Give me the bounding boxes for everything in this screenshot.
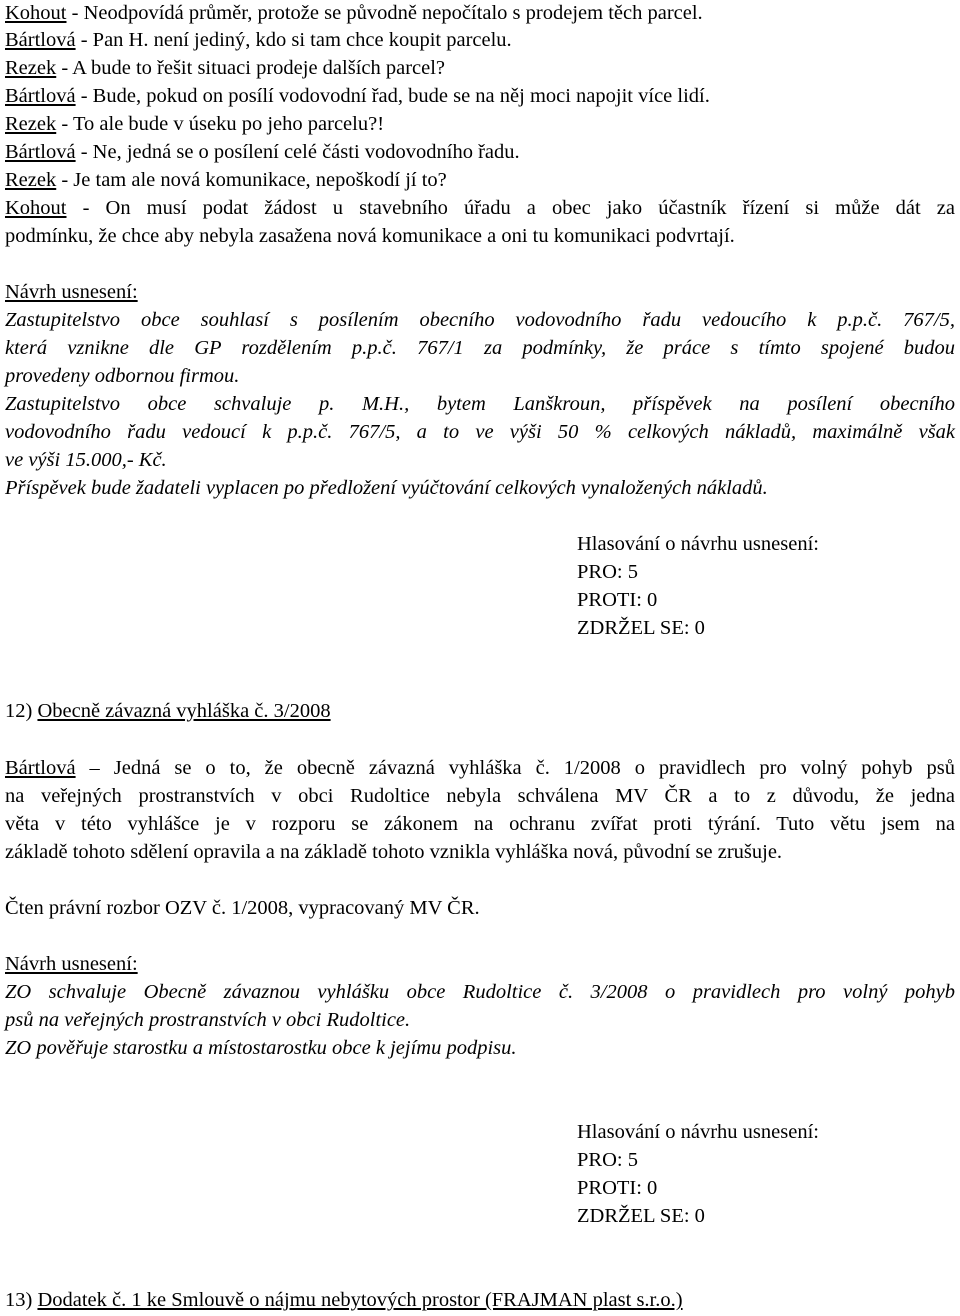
dialogue-line [5, 0, 703, 26]
read-note: Čten právní rozbor OZV č. 1/2008, vypracovaný MV ČR. [5, 897, 480, 919]
paragraph-text: – Jedná se o to, že obecně závazná vyhláška č. 1/2008 o pravidlech pro volný pohyb psů [75, 757, 955, 779]
proposal-heading-text: Návrh usnesení: [5, 953, 138, 975]
proposal-line: Příspěvek bude žadateli vyplacen po předložení vyúčtování celkových vynaložených nákladů. [5, 477, 768, 499]
dialogue-text: - To ale bude v úseku po jeho parcelu?! [56, 113, 385, 135]
dialogue-line [5, 167, 447, 193]
dialogue-text: - Neodpovídá průměr, protože se původně nepočítalo s prodejem těch parcel. [66, 2, 703, 24]
vote-proti: PROTI: 0 [577, 1177, 658, 1199]
proposal-line: Zastupitelstvo obce souhlasí s posílením obecního vodovodního řadu vedoucího k p.p.č. 767/5, [5, 309, 955, 331]
section-number: 12) [5, 700, 38, 722]
section-title: Obecně závazná vyhláška č. 3/2008 [37, 700, 331, 722]
dialogue-line [5, 83, 710, 109]
proposal-heading [5, 951, 138, 977]
speaker-name: Rezek [5, 169, 57, 191]
dialogue-line [5, 111, 384, 137]
section-title: Dodatek č. 1 ke Smlouvě o nájmu nebytových prostor (FRAJMAN plast s.r.o.) [37, 1289, 683, 1311]
section-heading [5, 1287, 683, 1313]
speaker-name: Rezek [5, 113, 57, 135]
dialogue-text: - Ne, jedná se o posílení celé části vodovodního řadu. [75, 141, 520, 163]
dialogue-text: - Bude, pokud on posílí vodovodní řad, bude se na něj moci napojit více lidí. [75, 85, 710, 107]
dialogue-line [5, 223, 735, 249]
paragraph-line: základě tohoto sdělení opravila a na základě tohoto vznikla vyhláška nová, původní se zrušuje. [5, 841, 783, 863]
proposal-line: provedeny odbornou firmou. [5, 365, 240, 387]
proposal-line: ZO schvaluje Obecně závaznou vyhlášku obce Rudoltice č. 3/2008 o pravidlech pro volný pohyb [5, 981, 955, 1003]
dialogue-line [5, 27, 512, 53]
vote-pro: PRO: 5 [577, 1149, 638, 1171]
dialogue-text: - On musí podat žádost u stavebního úřadu a obec jako účastník řízení si může dát za [66, 197, 955, 219]
proposal-line: ZO pověřuje starostku a místostarostku obce k jejímu podpisu. [5, 1037, 517, 1059]
paragraph-line [5, 755, 955, 781]
dialogue-text: - Pan H. není jediný, kdo si tam chce koupit parcelu. [75, 29, 512, 51]
dialogue-line [5, 139, 520, 165]
vote-heading: Hlasování o návrhu usnesení: [577, 533, 819, 555]
speaker-name: Bártlová [5, 85, 76, 107]
speaker-name: Kohout [5, 2, 67, 24]
proposal-heading-text: Návrh usnesení: [5, 281, 138, 303]
speaker-name: Bártlová [5, 141, 76, 163]
proposal-heading [5, 279, 138, 305]
dialogue-text: podmínku, že chce aby nebyla zasažena nová komunikace a oni tu komunikaci podvrtají. [5, 225, 735, 247]
section-heading [5, 698, 331, 724]
dialogue-text: - Je tam ale nová komunikace, nepoškodí jí to? [56, 169, 447, 191]
dialogue-text: - A bude to řešit situaci prodeje dalších parcel? [56, 57, 446, 79]
section-number: 13) [5, 1289, 38, 1311]
vote-heading: Hlasování o návrhu usnesení: [577, 1121, 819, 1143]
proposal-line: vodovodního řadu vedoucí k p.p.č. 767/5, a to ve výši 50 % celkových nákladů, maximálně však [5, 421, 955, 443]
vote-proti: PROTI: 0 [577, 589, 658, 611]
paragraph-line: na veřejných prostranstvích v obci Rudoltice nebyla schválena MV ČR a to z důvodu, že jedna [5, 785, 955, 807]
speaker-name: Kohout [5, 197, 67, 219]
speaker-name: Bártlová [5, 29, 76, 51]
vote-pro: PRO: 5 [577, 561, 638, 583]
proposal-line: ve výši 15.000,- Kč. [5, 449, 167, 471]
vote-zdrzel: ZDRŽEL SE: 0 [577, 617, 705, 639]
dialogue-line [5, 195, 955, 221]
proposal-line: psů na veřejných prostranstvích v obci Rudoltice. [5, 1009, 411, 1031]
paragraph-line: věta v této vyhlášce je v rozporu se zákonem na ochranu zvířat proti týrání. Tuto větu jsem na [5, 813, 955, 835]
speaker-name: Rezek [5, 57, 57, 79]
vote-zdrzel: ZDRŽEL SE: 0 [577, 1205, 705, 1227]
speaker-name: Bártlová [5, 757, 76, 779]
dialogue-line [5, 55, 445, 81]
proposal-line: která vznikne dle GP rozdělením p.p.č. 767/1 za podmínky, že práce s tímto spojené budou [5, 337, 955, 359]
proposal-line: Zastupitelstvo obce schvaluje p. M.H., bytem Lanškroun, příspěvek na posílení obecního [5, 393, 955, 415]
